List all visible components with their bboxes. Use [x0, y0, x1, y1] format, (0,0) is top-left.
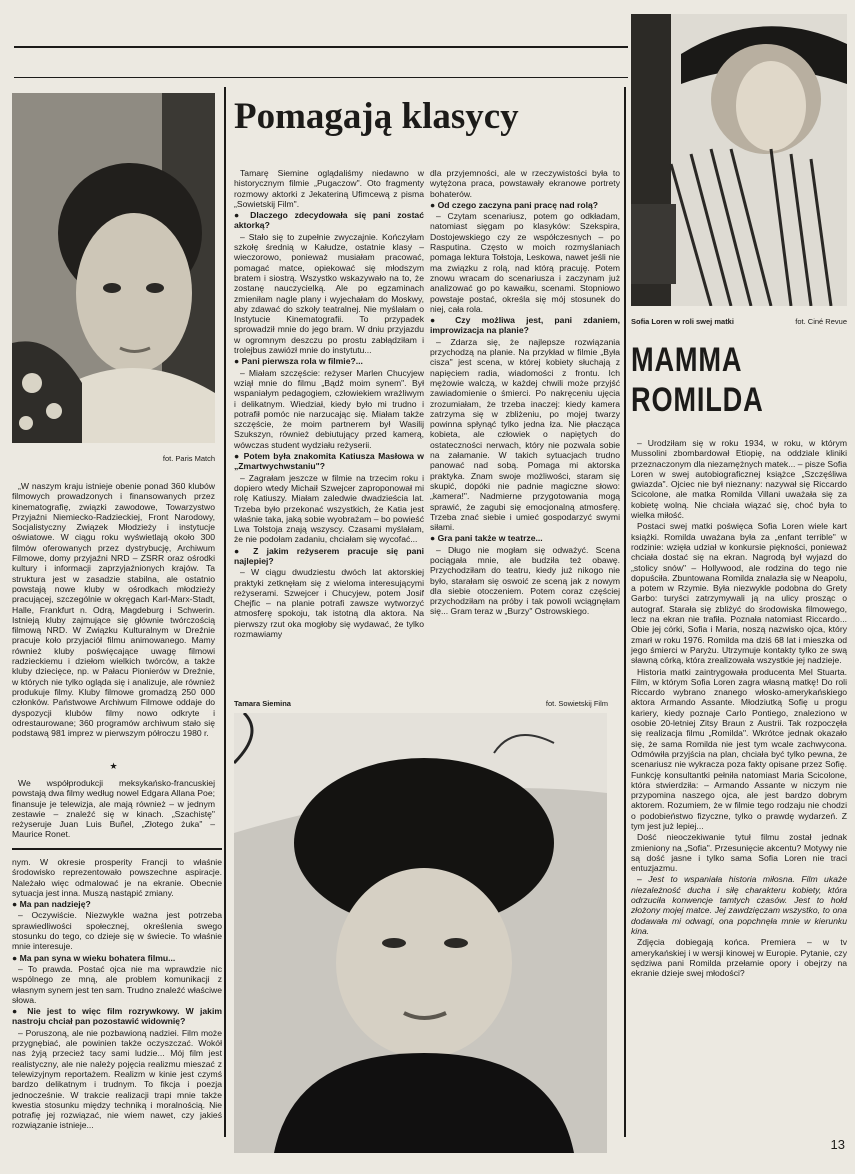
interview-question: ● Pani pierwsza rola w filmie?...	[234, 356, 363, 367]
paragraph: dla przyjemności, ale w rzeczywistości była to wytężona praca, powstawały ekranowe portrety bohaterów.	[430, 168, 620, 199]
interview-question: ● Od czego zaczyna pani pracę nad rolą?	[430, 199, 599, 210]
woman-fur-hat-image	[234, 713, 607, 1153]
paragraph: – Oczywiście. Niezwykle ważna jest potrzeba sprawiedliwości społecznej, określenia swego stosunku do tego, co dzieje się w świecie. To właśnie mnie interesuje.	[12, 910, 222, 952]
paragraph: – Jest to wspaniała historia miłosna. Film ukaże niezależność ducha i siłę charakteru kobiety, która odrzuciła konwencje tamtych czasów. Jest to hołd złożony mojej matce. Jej zawdzięczam wszystko, to ona dodawała mi odwagi, ona popchnęła mnie w kierunku kina.	[631, 874, 847, 936]
paragraph: – Stało się to zupełnie zwyczajnie. Kończyłam szkołę średnią w Kałudze, ostatnie klasy – wieczorowo, ponieważ musiałam pracować, pomagać matce, opiekować się młodszym bratem i siostrą. Wszystko wskazywało na to, że zostanę nauczycielką. Ale po egzaminach zmieniłam nagle plany i wyjechałam do Moskwy, aby zdawać do szkoły teatralnej. Nie myślałam o Instytucie Kinematografii. To przypadek sprowadził mnie do jego bram. W dniu przyjazdu w ogromnym deszczu po prostu zabłądziłam i trolejbus zawiózł mnie do instytutu...	[234, 231, 424, 356]
left-article-bottom	[12, 857, 222, 1132]
headline-mamma-romilda	[631, 340, 764, 420]
interview-question: ● Ma pan nadzieję?	[12, 899, 91, 910]
interview-question: ● Ma pan syna w wieku bohatera filmu...	[12, 952, 176, 963]
photo-caption-tamara: Tamara Siemina	[234, 699, 291, 708]
left-article-top	[12, 481, 215, 739]
left-article-star	[12, 778, 215, 841]
paragraph: Postaci swej matki poświęca Sofia Loren wiele kart książki. Romilda uważana była za „enfant terrible" w rodzinie: wzięła udział w konkursie piękności, ponieważ chciała dostać się na ekran. Nagrodą był wyjazd do „stolicy snów" – Hollywood, ale rodzina do tego nie dopuściła. Zbuntowana Romilda znalazła się w Neapolu, a potem w Rzymie. Była niezwykle podobna do Grety Garbo: turyści zatrzymywali ją na ulicy prosząc o autograf. Starała się zbliżyć do środowiska filmowego, lecz na ekran nie trafiła. Poznała natomiast Riccardo... Obie jej córki, Sofia i Maria, noszą nazwisko ojca, który zmarł w roku 1976. Romilda ma dziś 68 lat i mieszka od jego śmierci w Paryżu. Utrzymuje kontakty tylko ze swą sławną córką, która zrealizowała wszystkie jej nadzieje.	[631, 521, 847, 666]
interview-question: ● Z jakim reżyserem pracuje się pani najlepiej?	[234, 545, 424, 566]
paragraph: – W ciągu dwudziestu dwóch lat aktorskiej praktyki zetknęłam się z wieloma interesującymi reżyserami. Szwejcer i Chucyjew, potem Josif Chejfic – na planie potrafi zawsze wytworzyć atmosferę spokoju, tak istotną dla aktora. Na pierwszy rzut oka mogłoby się wydawać, że tylko rozmawiamy	[234, 567, 424, 640]
interview-question: ● Gra pani także w teatrze...	[430, 533, 543, 544]
paragraph: – Miałam szczęście: reżyser Marlen Chucyjew wziął mnie do filmu „Bądź moim synem". Był wspaniałym pedagogiem, człowiekiem wrażliwym i delikatnym. Wiedział, kiedy było mi trudno i potrafił pomóc nie narzucając się. Miałam także szczęście, że moim partnerem był Wasilij Szukszyn, również debiutujący przed kamerą, wówczas student wydziału reżyserii.	[234, 367, 424, 450]
man-portrait-photo	[12, 93, 215, 443]
interview-question: ● Potem była znakomita Katiusza Masłowa w „Zmartwychwstaniu"?	[234, 451, 424, 472]
page-number: 13	[830, 1137, 845, 1152]
paragraph: – To prawda. Postać ojca nie ma wprawdzie nic wspólnego ze mną, ale problem komunikacji z własnym synem jest ten sam. Trudno znaleźć właściwe słowa.	[12, 963, 222, 1005]
interview-question: ● Nie jest to więc film rozrywkowy. W jakim nastroju chciał pan pozostawić widownię?	[12, 1006, 222, 1027]
column-rule-left	[224, 87, 226, 1137]
photo-caption-sofia: Sofia Loren w roli swej matki	[631, 317, 734, 326]
woman-fur-hat-photo	[234, 713, 607, 1153]
paragraph: – Poruszoną, ale nie pozbawioną nadziei. Film może przygnębiać, ale powinien także oczyszczać. Wokół nas żyją przecież tacy sami ludzie... Mój film jest realistyczny, ale nie należy pojęcia realizmu mieszać z telewizyjnym reportażem. Realizm w kinie jest czymś bardzo delikatnym i trudnym. To fikcja i poezja jednocześnie. W trakcie realizacji trapi mnie także kwestia stosunku między techniką i moralnością. Nie potrafię jej rozwiązać, nie wiem nawet, czy jakieś rozwiązanie istnieje...	[12, 1027, 222, 1131]
paragraph: „W naszym kraju istnieje obenie ponad 360 klubów filmowych prowadzonych i finansowanych przez kinematografię, związki zawodowe, Towarzystwo Przyjaźni Niemiecko-Radzieckiej, Front Narodowy, Socjalistyczny Związek Młodzieży i instytucje oświatowe. W ciągu roku wyświetlają około 300 filmów oferowanych przez dystrybucję, Archiwum Filmowe, domy przyjaźni NRD – ZSRR oraz ośrodki kultury i informacji zaprzyjaźnionych krajów. Ta struktura jest w zasadzie stabilna, ale ostatnio powstają nowe kluby w ośrodkach młodzieży pracującej, szczególnie w okręgach Karl-Marx-Stadt, Halle, Frankfurt n. Odrą, Magdeburg i Schwerin. Istnieją kluby zajmujące się głównie twórczością filmową NRD. W Związku Kulturalnym w Dreźnie pracuje koło przyjaciół filmu animowanego. Mamy również kluby poświęcające uwagę filmowi radzieckiemu i dziełom wielkich twórców, a także kluby dziecięce, np. w Pałacu Pionierów w Dreźnie, w których nie tylko ogląda się i analizuje, ale również produkuje filmy. Kluby filmowe gromadzą 250 000 członków. Państwowe Archiwum Filmowe oddaje do dyspozycji klubów filmy nowo odkryte i odrestaurowane; 360 programów archiwum stało się podstawą 981 imprez w pierwszym półroczu 1980 r.	[12, 481, 215, 739]
right-article	[631, 438, 847, 979]
article-title: Pomagają klasycy	[234, 96, 519, 137]
interview-question: ● Czy możliwa jest, pani zdaniem, improwizacja na planie?	[430, 315, 620, 336]
paragraph: – Urodziłam się w roku 1934, w roku, w którym Mussolini zbombardował Etiopię, na oddziale kliniki przeznaczonym dla niezamężnych matek... – pisze Sofia Loren w swej autobiograficznej książce „Szczęśliwa gwiazda". Ojciec nie był nieznany: nazywał się Riccardo Scicolone, ale matka Romilda Villani uważała się za kobietę wolną. Nie chciała wiązać się, choć była to wielka miłość.	[631, 438, 847, 521]
paragraph: – Zdarza się, że najlepsze rozwiązania przychodzą na planie. Na przykład w filmie „Była cisza" jest scena, w której kobiety słuchają z napięciem radia, wiadomości z frontu. Ich mężowie walczą, w każdej chwili może przyjść zawiadomienie o śmierci. Po nakręceniu ujęcia zrozumiałam, że trzeba inaczej: kiedy kamera zatrzyma się w zbliżeniu, po mojej twarzy powinna spłynąć tylko jedna łza. Nie płacząca kobieta, ale człowiek o napiętych do ostateczności nerwach, który nie pozwala sobie na załamanie. W takich sytuacjach trudno panować nad sobą. Pomaga mi aktorska praktyka. Znam swoje możliwości, staram się skupić, dopóki nie padnie magiczne słowo: „kamera!". Nadmierne przygotowania mogą sprawić, że zagubi się emocjonalną atmosferę. Trzeba znać siebie i umieć gospodarzyć swymi siłami.	[430, 336, 620, 533]
paragraph: nym. W okresie prosperity Francji to właśnie środowisko reprezentowało powszechne aspiracje. Należało więc odmalować je na ekranie. Obecnie sytuacja jest inna. Muszą nastąpić zmiany.	[12, 857, 222, 898]
paragraph: Historia matki zaintrygowała producenta Mel Stuarta. Film, w którym Sofia Loren zagra własną matkę! Do roli Riccardo wybrano znanego włosko-amerykańskiego aktora Armando Assante. Młodziutką Sofię u progu kariery, kiedy poznaje Carlo Pontiego, znaleziono w osobie 20-letniej Zitsy Braun z Austrii. Tak rozpoczęła się realizacja filmu „Romilda". Wkrótce jednak okazało się, że sama Romilda nie jest tym wcale zachwycona. Odmówiła przyjścia na plan, chciała być tylko pewna, że scenariusz nie wykracza poza fakty opisane przez Sofię. Funkcję konsultantki pełniła natomiast Maria Scicolone, która stwierdziła: – Armando Assante w niczym nie przypomina naszego ojca, ale jest bardzo dobrym aktorem. Rozumiem, że w filmie tego rodzaju nie chodzi o podobieństwo fizyczne, tylko o prawdę wydarzeń. Z tym jest już lepiej...	[631, 666, 847, 831]
article-column-1	[234, 168, 424, 640]
top-rule	[14, 46, 628, 48]
photo-credit-sowietskij: fot. Sowietskij Film	[545, 699, 608, 708]
article-column-2	[430, 168, 620, 618]
headline-line-1: MAMMA	[631, 341, 743, 379]
star-separator: ★	[109, 761, 118, 771]
sofia-loren-photo	[631, 14, 847, 306]
paragraph: Tamarę Siemine oglądaliśmy niedawno w historycznym filmie „Pugaczow". Oto fragmenty rozmowy aktorki z Jekateriną Ufimcewą z pisma „Sowietskij Film".	[234, 168, 424, 209]
photo-credit-paris-match: fot. Paris Match	[162, 454, 215, 463]
paragraph: – Zagrałam jeszcze w filmie na trzecim roku i dopiero wtedy Michaił Szwejcer zaproponował mi rolę Katiuszy. Miałam zaledwie dwadzieścia lat. Trzeba było przekonać wszystkich, że Katia jest właśnie taka, jaką sobie wyobrażam – bo powieść Lwa Tołstoja znają wszyscy. Czasami myślałam, że nie podołam zadaniu, chciałam się wycofać...	[234, 472, 424, 545]
paragraph: Zdjęcia dobiegają końca. Premiera – w tv amerykańskiej i w wersji kinowej w Europie. Pytanie, czy sędziwa pani Romilda przełamie opory i obejrzy na ekranie dzieje swej młodości?	[631, 937, 847, 979]
left-separator-rule	[12, 848, 222, 850]
man-portrait-image	[12, 93, 215, 443]
paragraph: – Czytam scenariusz, potem go odkładam, natomiast sięgam po klasyków: Szekspira, Dostojewskiego czy ze współczesnych – po Rasputina. Często w moich rozmyślaniach pomaga lektura Tołstoja, Leskowa, nawet jeśli nie ma związku z rolą, nad którą pracuję. Potem znowu wracam do scenariusza i zaczynam już analizować go po kawałku, scenami. Stopniowo powstaje postać, określa się mój stosunek do niej, cała rola.	[430, 211, 620, 314]
photo-credit-cine-revue: fot. Ciné Revue	[795, 317, 847, 326]
paragraph: Dość nieoczekiwanie tytuł filmu został jednak zmieniony na „Sofia". Przesunięcie akcentu? Motywy nie są dość jasne i tylko sama Sofia Loren nie traci entuzjazmu.	[631, 832, 847, 874]
interview-question: ● Dlaczego zdecydowała się pani zostać aktorką?	[234, 210, 424, 231]
column-rule-right	[624, 87, 626, 1137]
top-rule-thin	[14, 77, 628, 78]
paragraph: We współprodukcji meksykańsko-francuskiej powstają dwa filmy według nowel Edgara Allana Poe; finansuje je telewizja, ale mają również – w jednym zestawie – znaleźć się w kinach. „Szachistę" reżyseruje Juan Luis Buñel, „Złotego żuka" – Maurice Ronet.	[12, 778, 215, 840]
headline-line-2: ROMILDA	[631, 381, 764, 419]
sofia-loren-image	[631, 14, 847, 306]
paragraph: – Długo nie mogłam się odważyć. Scena pociągała mnie, ale budziła też obawę. Przychodziłam do teatru, kiedy już nikogo nie było, starałam się oswoić ze sceną jak z nowym dla siebie otoczeniem. Potem coraz częściej przychodziłam na próby i tak powoli wciągnęłam się... Gram teraz w „Burzy" Ostrowskiego.	[430, 544, 620, 617]
